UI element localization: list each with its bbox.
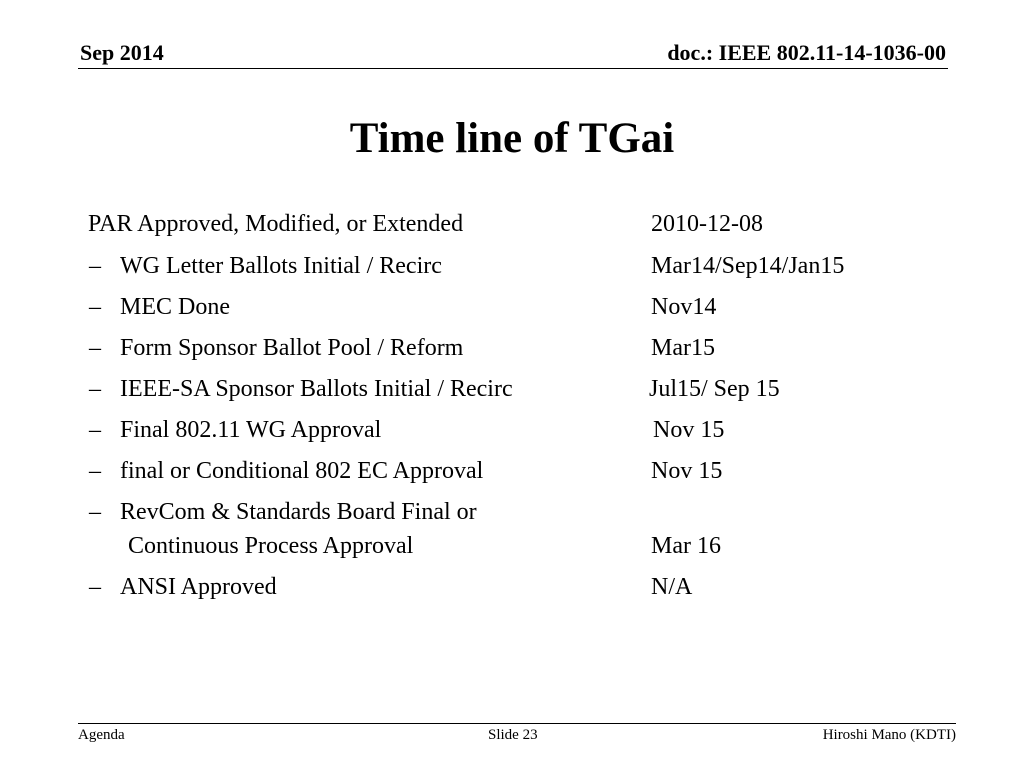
footer-author: Hiroshi Mano (KDTI) xyxy=(822,727,956,743)
row-value: 2010-12-08 xyxy=(651,211,763,237)
row-value: Nov14 xyxy=(651,294,717,320)
row-value: N/A xyxy=(651,574,693,600)
bullet-dash: – xyxy=(89,417,101,443)
row-value: Nov 15 xyxy=(651,458,723,484)
bullet-dash: – xyxy=(89,574,101,600)
row-label: Final 802.11 WG Approval xyxy=(120,417,382,443)
header-date: Sep 2014 xyxy=(80,40,164,65)
bullet-dash: – xyxy=(89,294,101,320)
row-value: Mar 16 xyxy=(651,533,721,559)
row-value: Mar14/Sep14/Jan15 xyxy=(651,253,845,279)
bullet-dash: – xyxy=(89,458,101,484)
row-label: Form Sponsor Ballot Pool / Reform xyxy=(120,335,464,361)
footer-rule xyxy=(78,723,956,724)
bullet-dash: – xyxy=(89,499,101,525)
row-label: final or Conditional 802 EC Approval xyxy=(120,458,484,484)
footer-agenda: Agenda xyxy=(78,727,125,743)
row-label: MEC Done xyxy=(120,294,230,320)
row-label-continuation: Continuous Process Approval xyxy=(128,533,414,559)
row-value: Mar15 xyxy=(651,335,715,361)
bullet-dash: – xyxy=(89,253,101,279)
row-label: PAR Approved, Modified, or Extended xyxy=(88,211,464,237)
row-label: ANSI Approved xyxy=(120,574,277,600)
row-label: IEEE-SA Sponsor Ballots Initial / Recirc xyxy=(120,376,513,402)
bullet-dash: – xyxy=(89,376,101,402)
row-label: WG Letter Ballots Initial / Recirc xyxy=(120,253,442,279)
row-value: Jul15/ Sep 15 xyxy=(649,376,780,402)
header-rule xyxy=(78,68,948,69)
row-label: RevCom & Standards Board Final or xyxy=(120,499,477,525)
header-doc-id: doc.: IEEE 802.11-14-1036-00 xyxy=(667,40,946,65)
bullet-dash: – xyxy=(89,335,101,361)
footer-slide-number: Slide 23 xyxy=(488,727,538,743)
slide-title: Time line of TGai xyxy=(349,115,675,162)
row-value: Nov 15 xyxy=(653,417,725,443)
